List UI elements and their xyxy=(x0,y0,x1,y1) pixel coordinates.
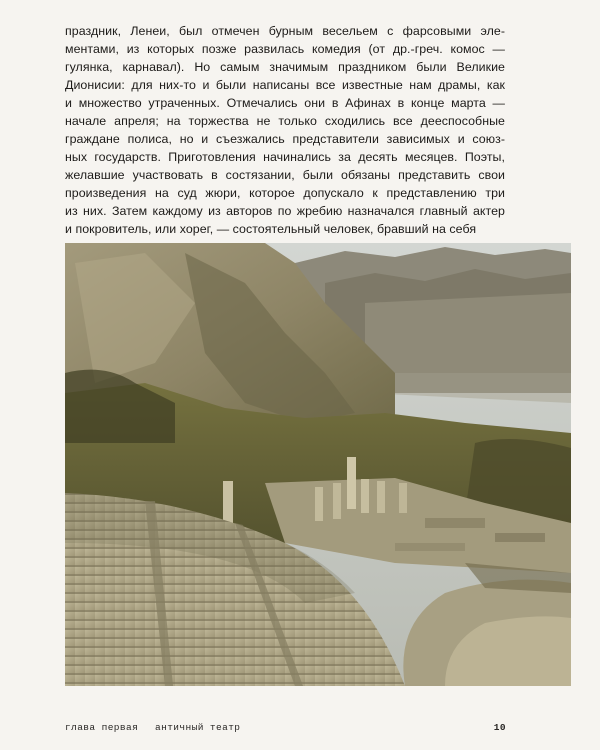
text-line: начале апреля; на торжества не только сходились все дееспособные xyxy=(65,114,505,128)
photo-illustration xyxy=(65,243,571,686)
text-line: граждане полиса, но и съезжались представители зависимых и союз- xyxy=(65,132,505,146)
column xyxy=(333,483,341,519)
body-text xyxy=(65,22,505,238)
column xyxy=(377,481,385,513)
page-number: 10 xyxy=(493,722,506,733)
stone-blocks xyxy=(425,518,485,528)
valley-haze xyxy=(365,293,571,403)
text-line: праздник, Ленеи, был отмечен бурным весельем с фарсовыми эле- xyxy=(65,24,505,38)
column xyxy=(361,479,369,513)
text-line: из них. Затем каждому из авторов по жребию назначался главный актер xyxy=(65,204,505,218)
delphi-theatre-photo xyxy=(65,243,571,686)
text-line: ментами, из которых позже развилась комедия (от др.-греч. комос — xyxy=(65,42,505,56)
footer-section: античный театр xyxy=(155,722,241,733)
column xyxy=(223,481,233,525)
column xyxy=(347,457,356,509)
stone-blocks xyxy=(395,543,465,551)
text-line: гулянка, карнавал). Но самым значимым праздником были Великие xyxy=(65,60,505,74)
text-line: и покровитель, или хорег, — состоятельный человек, бравший на себя xyxy=(65,222,477,236)
text-line: Дионисии: для них-то и были написаны все известные нам драмы, как xyxy=(65,78,505,92)
column xyxy=(315,487,323,521)
text-line: произведения на суд жюри, которое допускало к представлению три xyxy=(65,186,505,200)
text-line: и множество утраченных. Отмечались они в Афинах в конце марта — xyxy=(65,96,505,110)
page-footer xyxy=(65,722,506,736)
column xyxy=(399,483,407,513)
text-line: желавшие участвовать в состязании, были обязаны представить свои xyxy=(65,168,505,182)
stone-blocks xyxy=(495,533,545,542)
footer-chapter: глава первая xyxy=(65,722,139,733)
text-line: ных государств. Приготовления начинались за десять месяцев. Поэты, xyxy=(65,150,505,164)
